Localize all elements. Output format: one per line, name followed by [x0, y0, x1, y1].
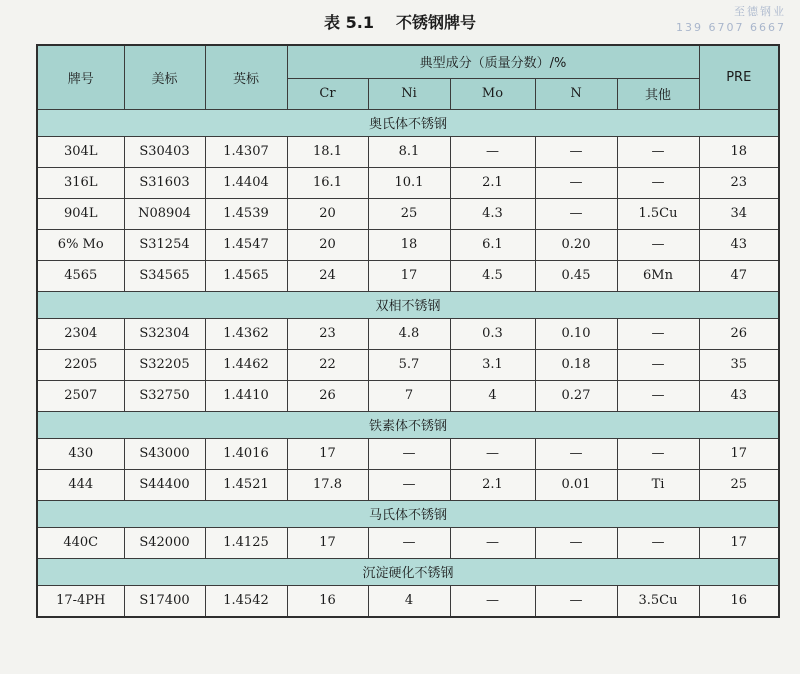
header-n: N	[535, 78, 617, 109]
cell-pre: 34	[699, 198, 779, 229]
header-mo: Mo	[450, 78, 535, 109]
cell-ni: 5.7	[368, 349, 450, 380]
cell-ni: —	[368, 469, 450, 500]
cell-en-standard: 1.4521	[205, 469, 287, 500]
cell-other: —	[617, 136, 699, 167]
header-cr: Cr	[287, 78, 368, 109]
cell-ni: 8.1	[368, 136, 450, 167]
group-row	[37, 109, 779, 136]
cell-grade: 4565	[37, 260, 124, 291]
cell-us-standard: S31254	[124, 229, 205, 260]
cell-grade: 316L	[37, 167, 124, 198]
group-label: 铁素体不锈钢	[37, 411, 779, 438]
cell-n: 0.01	[535, 469, 617, 500]
cell-us-standard: S44400	[124, 469, 205, 500]
cell-cr: 26	[287, 380, 368, 411]
table-row	[37, 229, 779, 260]
table-row	[37, 318, 779, 349]
cell-en-standard: 1.4539	[205, 198, 287, 229]
cell-mo: 4.5	[450, 260, 535, 291]
cell-pre: 17	[699, 438, 779, 469]
cell-cr: 17	[287, 527, 368, 558]
cell-other: —	[617, 167, 699, 198]
cell-grade: 440C	[37, 527, 124, 558]
group-label: 双相不锈钢	[37, 291, 779, 318]
cell-cr: 16	[287, 585, 368, 617]
cell-pre: 26	[699, 318, 779, 349]
cell-en-standard: 1.4307	[205, 136, 287, 167]
cell-mo: 4	[450, 380, 535, 411]
cell-ni: 4.8	[368, 318, 450, 349]
cell-pre: 23	[699, 167, 779, 198]
cell-en-standard: 1.4404	[205, 167, 287, 198]
cell-mo: 4.3	[450, 198, 535, 229]
cell-pre: 16	[699, 585, 779, 617]
cell-other: Ti	[617, 469, 699, 500]
cell-mo: 3.1	[450, 349, 535, 380]
cell-en-standard: 1.4362	[205, 318, 287, 349]
table-row	[37, 260, 779, 291]
cell-mo: 2.1	[450, 469, 535, 500]
cell-us-standard: S43000	[124, 438, 205, 469]
cell-mo: 0.3	[450, 318, 535, 349]
cell-other: 6Mn	[617, 260, 699, 291]
cell-mo: —	[450, 585, 535, 617]
cell-n: —	[535, 198, 617, 229]
cell-cr: 22	[287, 349, 368, 380]
cell-cr: 17	[287, 438, 368, 469]
cell-grade: 904L	[37, 198, 124, 229]
cell-pre: 47	[699, 260, 779, 291]
header-composition: 典型成分（质量分数）/%	[287, 45, 699, 78]
cell-mo: —	[450, 136, 535, 167]
table-row	[37, 469, 779, 500]
cell-ni: 7	[368, 380, 450, 411]
table-number: 表 5.1	[324, 13, 374, 32]
cell-n: —	[535, 167, 617, 198]
cell-cr: 18.1	[287, 136, 368, 167]
cell-ni: 4	[368, 585, 450, 617]
cell-en-standard: 1.4542	[205, 585, 287, 617]
cell-grade: 444	[37, 469, 124, 500]
cell-cr: 20	[287, 198, 368, 229]
watermark-phone: 139 6707 6667	[676, 21, 786, 34]
cell-en-standard: 1.4565	[205, 260, 287, 291]
cell-us-standard: N08904	[124, 198, 205, 229]
table-row	[37, 380, 779, 411]
group-label: 沉淀硬化不锈钢	[37, 558, 779, 585]
cell-en-standard: 1.4462	[205, 349, 287, 380]
cell-ni: 17	[368, 260, 450, 291]
cell-us-standard: S34565	[124, 260, 205, 291]
cell-grade: 430	[37, 438, 124, 469]
cell-other: —	[617, 527, 699, 558]
cell-ni: —	[368, 438, 450, 469]
group-row	[37, 500, 779, 527]
cell-cr: 24	[287, 260, 368, 291]
cell-grade: 6% Mo	[37, 229, 124, 260]
cell-pre: 35	[699, 349, 779, 380]
cell-pre: 25	[699, 469, 779, 500]
cell-grade: 17-4PH	[37, 585, 124, 617]
cell-n: —	[535, 527, 617, 558]
table-row	[37, 527, 779, 558]
watermark	[676, 4, 786, 36]
cell-ni: 18	[368, 229, 450, 260]
group-row	[37, 291, 779, 318]
group-label: 奥氏体不锈钢	[37, 109, 779, 136]
cell-en-standard: 1.4410	[205, 380, 287, 411]
cell-other: —	[617, 349, 699, 380]
cell-mo: —	[450, 527, 535, 558]
cell-cr: 16.1	[287, 167, 368, 198]
cell-mo: 6.1	[450, 229, 535, 260]
cell-en-standard: 1.4125	[205, 527, 287, 558]
header-other: 其他	[617, 78, 699, 109]
cell-n: —	[535, 438, 617, 469]
cell-grade: 2205	[37, 349, 124, 380]
table-row	[37, 585, 779, 617]
cell-us-standard: S32750	[124, 380, 205, 411]
table-row	[37, 136, 779, 167]
cell-n: 0.10	[535, 318, 617, 349]
cell-us-standard: S30403	[124, 136, 205, 167]
cell-other: —	[617, 380, 699, 411]
cell-n: 0.45	[535, 260, 617, 291]
cell-mo: 2.1	[450, 167, 535, 198]
cell-n: 0.18	[535, 349, 617, 380]
cell-ni: —	[368, 527, 450, 558]
cell-n: —	[535, 136, 617, 167]
table-row	[37, 349, 779, 380]
cell-other: —	[617, 318, 699, 349]
cell-grade: 2507	[37, 380, 124, 411]
cell-pre: 17	[699, 527, 779, 558]
cell-pre: 43	[699, 229, 779, 260]
cell-us-standard: S32205	[124, 349, 205, 380]
cell-pre: 18	[699, 136, 779, 167]
cell-us-standard: S31603	[124, 167, 205, 198]
cell-n: —	[535, 585, 617, 617]
cell-ni: 10.1	[368, 167, 450, 198]
header-pre: PRE	[699, 45, 779, 109]
cell-other: 3.5Cu	[617, 585, 699, 617]
group-label: 马氏体不锈钢	[37, 500, 779, 527]
cell-en-standard: 1.4016	[205, 438, 287, 469]
header-us-standard: 美标	[124, 45, 205, 109]
table-row	[37, 167, 779, 198]
group-row	[37, 411, 779, 438]
cell-us-standard: S32304	[124, 318, 205, 349]
cell-grade: 304L	[37, 136, 124, 167]
header-en-standard: 英标	[205, 45, 287, 109]
cell-n: 0.27	[535, 380, 617, 411]
cell-other: —	[617, 438, 699, 469]
cell-n: 0.20	[535, 229, 617, 260]
header-grade: 牌号	[37, 45, 124, 109]
cell-grade: 2304	[37, 318, 124, 349]
cell-us-standard: S42000	[124, 527, 205, 558]
cell-cr: 20	[287, 229, 368, 260]
table-row	[37, 438, 779, 469]
stainless-grade-table	[36, 44, 780, 618]
header-ni: Ni	[368, 78, 450, 109]
cell-ni: 25	[368, 198, 450, 229]
cell-us-standard: S17400	[124, 585, 205, 617]
group-row	[37, 558, 779, 585]
table-body	[37, 109, 779, 617]
cell-mo: —	[450, 438, 535, 469]
cell-cr: 17.8	[287, 469, 368, 500]
cell-other: —	[617, 229, 699, 260]
table-row	[37, 198, 779, 229]
watermark-company: 至德钢业	[734, 5, 786, 18]
cell-pre: 43	[699, 380, 779, 411]
cell-cr: 23	[287, 318, 368, 349]
cell-other: 1.5Cu	[617, 198, 699, 229]
table-title: 不锈钢牌号	[395, 13, 476, 32]
cell-en-standard: 1.4547	[205, 229, 287, 260]
